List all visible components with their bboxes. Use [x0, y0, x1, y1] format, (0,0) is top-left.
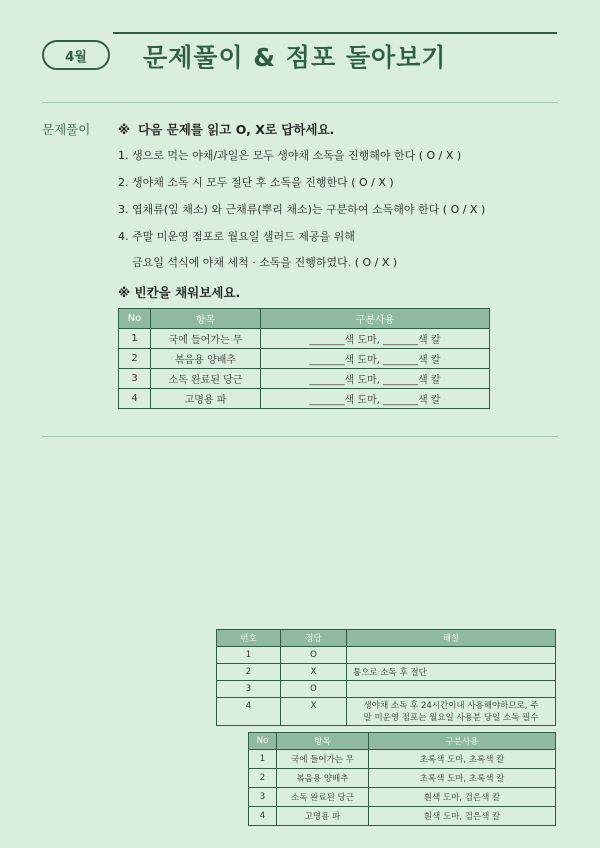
cell-answer: X: [281, 698, 347, 726]
question-1: 1. 생으로 먹는 야채/과일은 모두 생야채 소독을 진행해야 한다 ( O / X ): [118, 149, 462, 162]
cell-no: 4: [249, 807, 277, 826]
cell-explanation: [347, 681, 556, 698]
answer-fill-table-header: [249, 733, 556, 750]
table-row: [217, 681, 556, 698]
cell-usage: _______색 도마, _______색 칼: [261, 349, 490, 369]
cell-usage: _______색 도마, _______색 칼: [261, 369, 490, 389]
cell-no: 1: [119, 329, 151, 349]
cell-usage: _______색 도마, _______색 칼: [261, 329, 490, 349]
cell-number: 2: [217, 664, 281, 681]
table-row: [217, 664, 556, 681]
cell-no: 2: [119, 349, 151, 369]
instruction: [118, 120, 334, 138]
cell-usage: 흰색 도마, 검은색 칼: [369, 807, 556, 826]
fill-table-header: [119, 309, 490, 329]
explanation-line-2: 말 미운영 점포는 월요일 사용분 당일 소독 필수: [363, 712, 539, 723]
cell-item: 고명용 파: [151, 389, 261, 409]
answer-fill-table: [248, 732, 556, 826]
header-answer: 정답: [281, 630, 347, 647]
table-row: [217, 698, 556, 726]
cell-item: 국에 들어가는 무: [277, 750, 369, 769]
divider-bottom: [42, 436, 558, 437]
cell-explanation: [347, 698, 556, 726]
answer-table: [216, 629, 556, 726]
cell-no: 1: [249, 750, 277, 769]
header-no: No: [119, 309, 151, 329]
table-row: [119, 389, 490, 409]
header-number: 번호: [217, 630, 281, 647]
instruction-mark: ※: [118, 122, 131, 137]
divider-top: [42, 102, 558, 103]
cell-number: 3: [217, 681, 281, 698]
cell-answer: O: [281, 647, 347, 664]
page-title: 문제풀이 & 점포 돌아보기: [143, 43, 447, 72]
header-item: 항목: [151, 309, 261, 329]
table-row: [217, 647, 556, 664]
header-usage: 구분사용: [369, 733, 556, 750]
section-label: 문제풀이: [42, 122, 91, 137]
cell-item: 소독 완료된 당근: [277, 788, 369, 807]
explanation-line-1: 생야채 소독 후 24시간이내 사용해야하므로, 주: [363, 700, 539, 711]
cell-no: 4: [119, 389, 151, 409]
cell-answer: O: [281, 681, 347, 698]
question-3: 3. 엽채류(잎 채소) 와 근채류(뿌리 채소)는 구분하여 소독해야 한다 ( O / X ): [118, 203, 486, 216]
cell-item: 볶음용 양배추: [151, 349, 261, 369]
instruction-text: 다음 문제를 읽고 O, X로 답하세요.: [138, 122, 335, 137]
cell-no: 2: [249, 769, 277, 788]
header-line: [113, 32, 557, 34]
cell-usage: 초록색 도마, 초록색 칼: [369, 750, 556, 769]
cell-no: 3: [249, 788, 277, 807]
table-row: [249, 769, 556, 788]
fill-instruction: ※ 빈칸을 채워보세요.: [118, 285, 241, 300]
table-row: [119, 349, 490, 369]
fill-table: [118, 308, 490, 409]
answer-table-header: [217, 630, 556, 647]
cell-item: 국에 들어가는 무: [151, 329, 261, 349]
cell-usage: _______색 도마, _______색 칼: [261, 389, 490, 409]
cell-answer: X: [281, 664, 347, 681]
header-no: No: [249, 733, 277, 750]
header-explanation: 해설: [347, 630, 556, 647]
month-badge: 4월: [42, 40, 110, 70]
table-row: [249, 807, 556, 826]
cell-explanation: 통으로 소독 후 절단: [347, 664, 556, 681]
table-row: [249, 788, 556, 807]
question-2: 2. 생야채 소독 시 모두 절단 후 소독을 진행한다 ( O / X ): [118, 176, 394, 189]
header-usage: 구분사용: [261, 309, 490, 329]
cell-item: 소독 완료된 당근: [151, 369, 261, 389]
cell-no: 3: [119, 369, 151, 389]
cell-usage: 초록색 도마, 초록색 칼: [369, 769, 556, 788]
cell-explanation: [347, 647, 556, 664]
table-row: [119, 369, 490, 389]
cell-usage: 흰색 도마, 검은색 칼: [369, 788, 556, 807]
header-item: 항목: [277, 733, 369, 750]
table-row: [119, 329, 490, 349]
cell-number: 1: [217, 647, 281, 664]
table-row: [249, 750, 556, 769]
cell-item: 고명용 파: [277, 807, 369, 826]
cell-number: 4: [217, 698, 281, 726]
cell-item: 볶음용 양배추: [277, 769, 369, 788]
question-4: 4. 주말 미운영 점포로 월요일 샐러드 제공을 위해: [118, 230, 355, 243]
question-4-cont: 금요일 석식에 야채 세척 · 소독을 진행하였다. ( O / X ): [132, 256, 398, 269]
